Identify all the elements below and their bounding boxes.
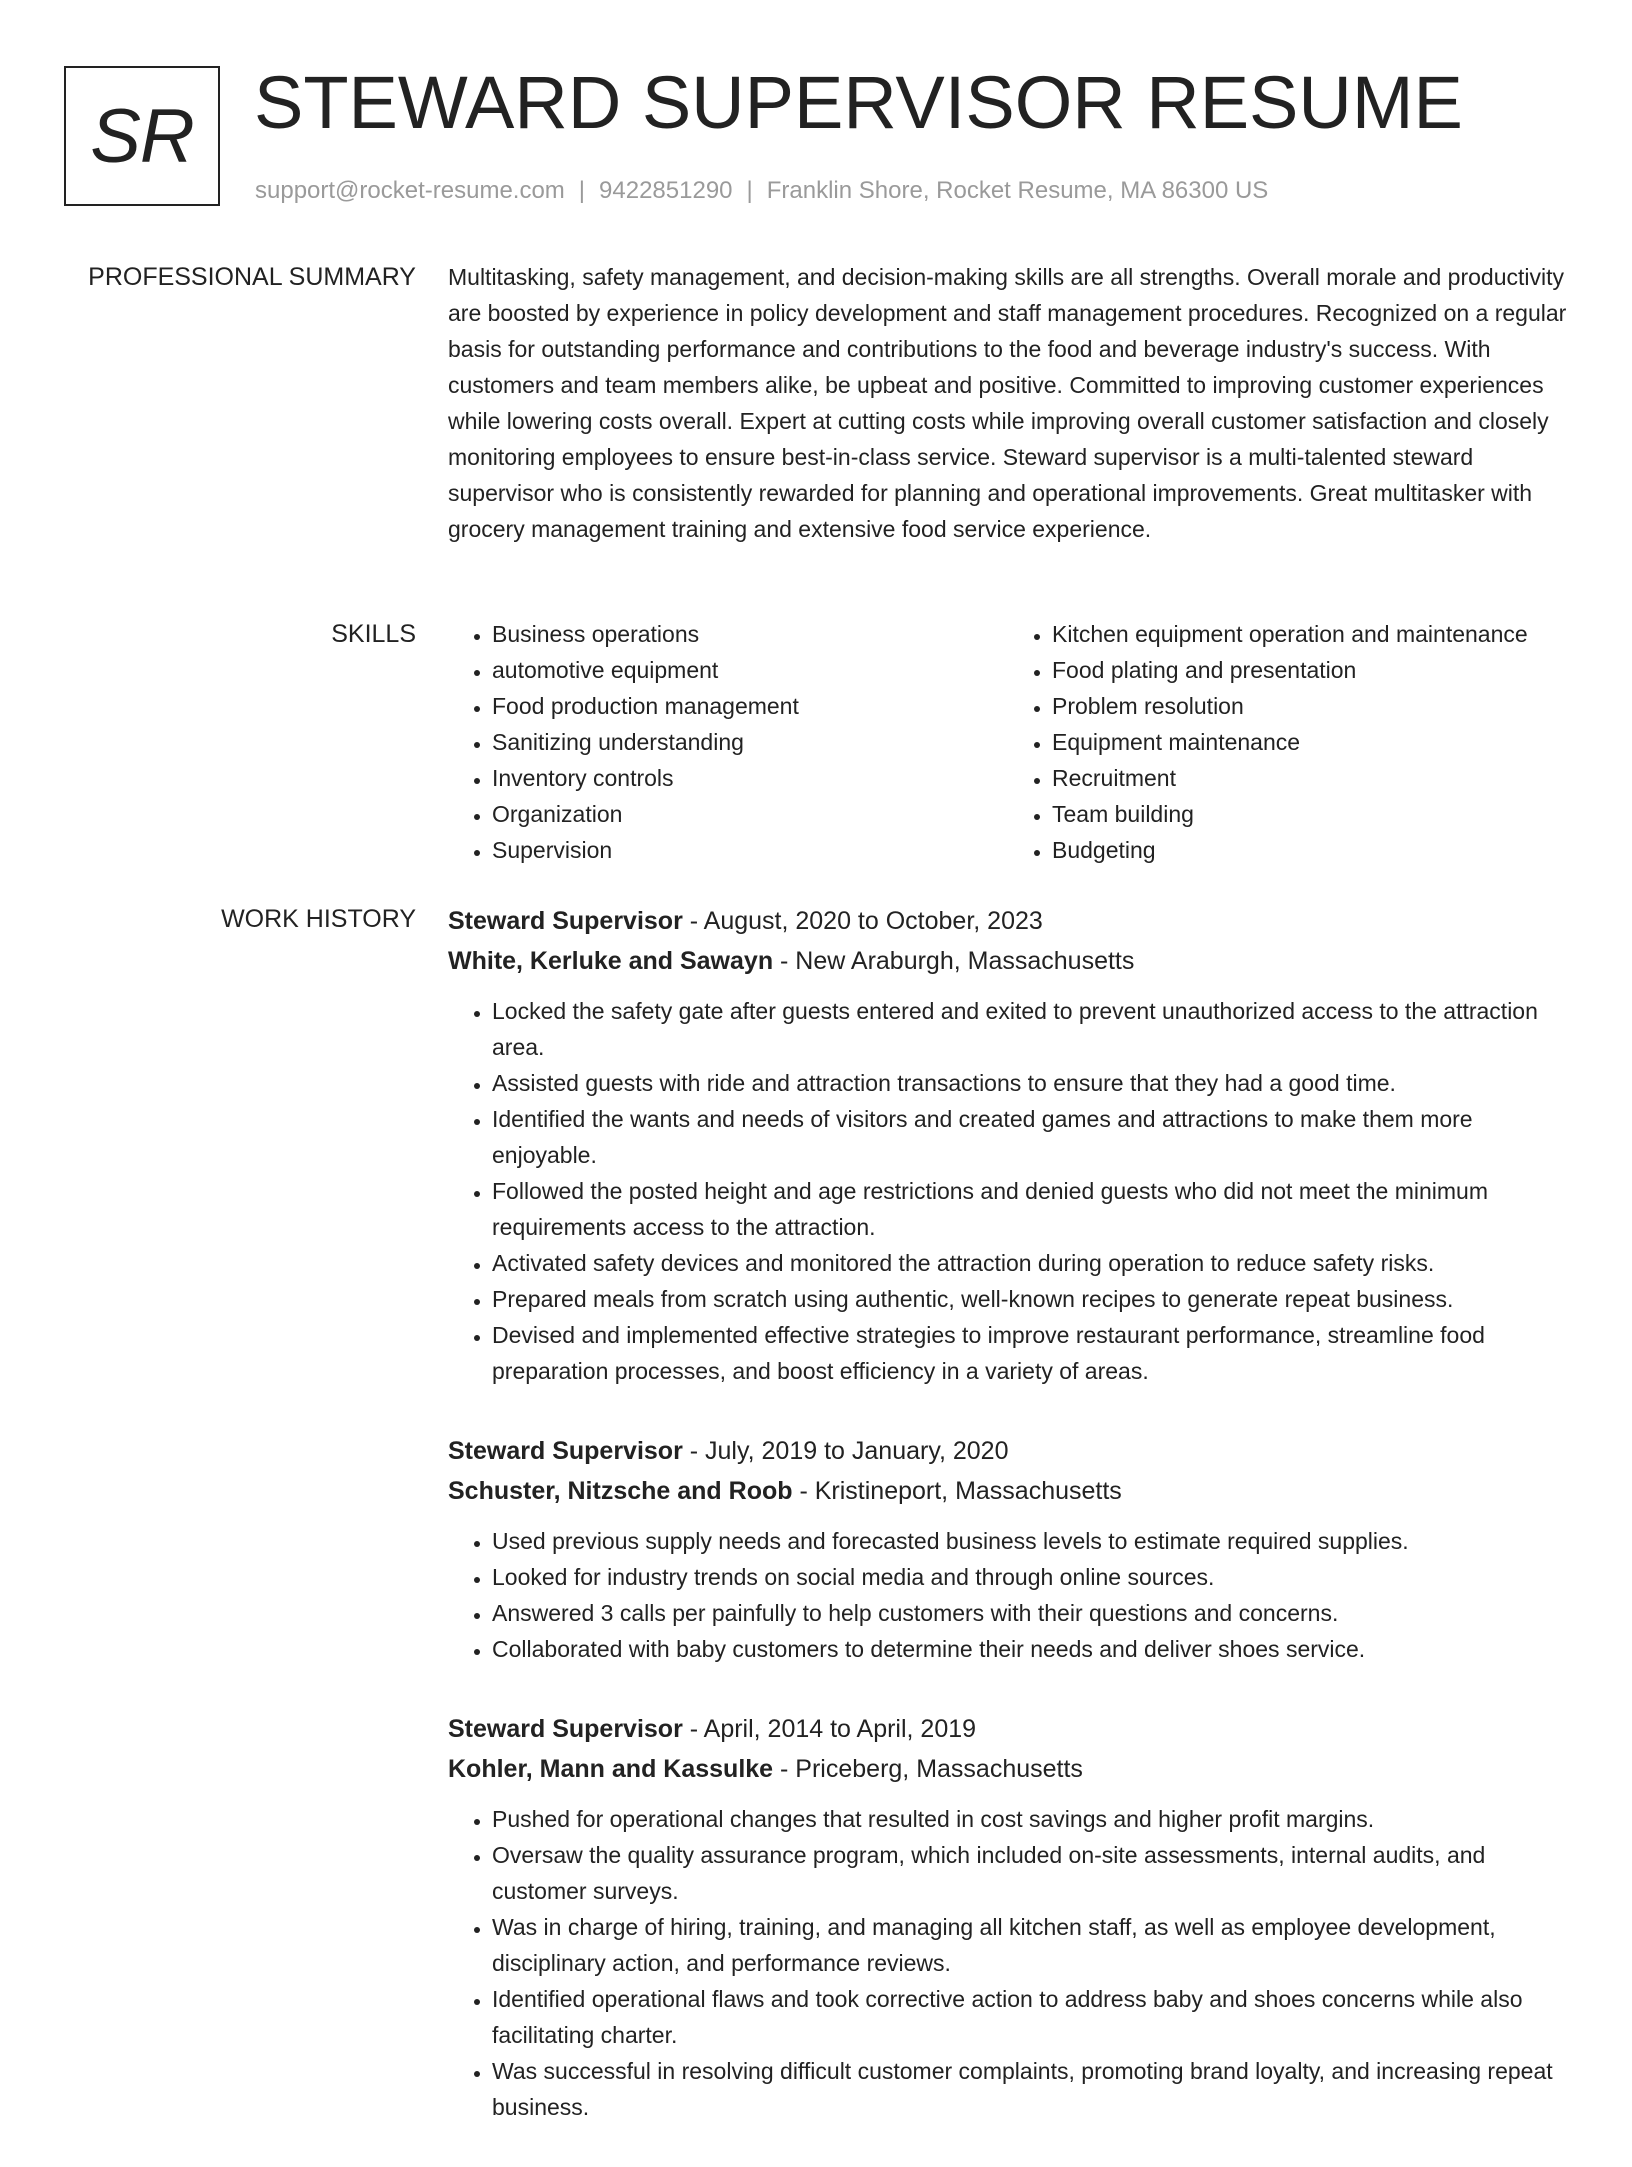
summary-text: Multitasking, safety management, and decision-making skills are all strengths. Overall morale and productivity are boosted by experience in policy development and staff management procedures. Recognized on a regular basis for outstanding performance and contributions to the food and beverage industry's success. With customers and team members alike, be upbeat and positive. Committed to improving customer experiences while lowering costs overall. Expert at cutting costs while improving overall customer satisfaction and closely monitoring employees to ensure best-in-class service. Steward supervisor is a multi-talented steward supervisor who is consistently rewarded for planning and operational improvements. Great multitasker with grocery management training and extensive food service experience. xyxy=(448,264,1567,542)
skill-item: • Inventory controls xyxy=(492,760,1008,796)
resume-title: STEWARD SUPERVISOR RESUME xyxy=(254,61,1463,144)
job-company-line xyxy=(448,1471,1568,1511)
contact-separator: | xyxy=(578,177,586,204)
skill-item: • Organization xyxy=(492,796,1008,832)
work-body xyxy=(448,901,1568,2167)
skill-item: • Equipment maintenance xyxy=(1052,724,1568,760)
skill-item: • Business operations xyxy=(492,616,1008,652)
skill-item: • Recruitment xyxy=(1052,760,1568,796)
job-bullet: • Used previous supply needs and forecasted business levels to estimate required supplies. xyxy=(492,1523,1568,1559)
job-bullet: • Identified the wants and needs of visitors and created games and attractions to make them more enjoyable. xyxy=(492,1101,1568,1173)
job-bullet: • Assisted guests with ride and attraction transactions to ensure that they had a good time. xyxy=(492,1065,1568,1101)
job-bullet: • Locked the safety gate after guests entered and exited to prevent unauthorized access to the attraction area. xyxy=(492,993,1568,1065)
contact-email: support@rocket-resume.com xyxy=(255,177,565,204)
job-dates: - April, 2014 to April, 2019 xyxy=(682,1715,977,1743)
job-bullet: • Identified operational flaws and took corrective action to address baby and shoes concerns while also facilitating charter. xyxy=(492,1981,1568,2053)
skills-grid xyxy=(448,616,1568,868)
job-title-line xyxy=(448,1431,1568,1471)
job-company-line xyxy=(448,941,1568,981)
job-bullet: • Answered 3 calls per painfully to help customers with their questions and concerns. xyxy=(492,1595,1568,1631)
skill-item: • Problem resolution xyxy=(1052,688,1568,724)
job-title: Steward Supervisor xyxy=(448,1437,683,1465)
job-company: Schuster, Nitzsche and Roob xyxy=(448,1477,793,1505)
job-dates: - August, 2020 to October, 2023 xyxy=(682,907,1043,935)
summary-body xyxy=(448,259,1568,547)
job-entry xyxy=(448,1431,1568,1667)
job-bullet-list xyxy=(448,1523,1568,1667)
skills-heading: SKILLS xyxy=(331,620,416,648)
job-entry xyxy=(448,901,1568,1389)
job-title: Steward Supervisor xyxy=(448,1715,683,1743)
skill-item: • Kitchen equipment operation and maintenance xyxy=(1052,616,1568,652)
skill-item: • Team building xyxy=(1052,796,1568,832)
job-bullet: • Oversaw the quality assurance program, which included on-site assessments, internal audits, and customer surveys. xyxy=(492,1837,1568,1909)
contact-separator: | xyxy=(746,177,753,204)
job-bullet: • Was successful in resolving difficult customer complaints, promoting brand loyalty, and increasing repeat business. xyxy=(492,2053,1568,2125)
job-bullet: • Collaborated with baby customers to determine their needs and deliver shoes service. xyxy=(492,1631,1568,1667)
monogram-box xyxy=(64,66,220,206)
job-location: - New Araburgh, Massachusetts xyxy=(773,947,1135,975)
job-entry xyxy=(448,1709,1568,2125)
job-company: White, Kerluke and Sawayn xyxy=(448,947,774,975)
job-company: Kohler, Mann and Kassulke xyxy=(448,1755,774,1783)
job-bullet: • Looked for industry trends on social media and through online sources. xyxy=(492,1559,1568,1595)
monogram-initials: SR xyxy=(90,93,194,179)
job-location: - Kristineport, Massachusetts xyxy=(792,1477,1122,1505)
skill-item: • Budgeting xyxy=(1052,832,1568,868)
skill-item: • Supervision xyxy=(492,832,1008,868)
summary-heading: PROFESSIONAL SUMMARY xyxy=(88,263,416,291)
job-title-line xyxy=(448,1709,1568,1749)
job-company-line xyxy=(448,1749,1568,1789)
job-bullet: • Activated safety devices and monitored the attraction during operation to reduce safety risks. xyxy=(492,1245,1568,1281)
job-dates: - July, 2019 to January, 2020 xyxy=(682,1437,1009,1465)
job-bullet: • Was in charge of hiring, training, and managing all kitchen staff, as well as employee development, disciplinary action, and performance reviews. xyxy=(492,1909,1568,1981)
skills-list-left xyxy=(448,616,1008,868)
job-bullet: • Pushed for operational changes that resulted in cost savings and higher profit margins. xyxy=(492,1801,1568,1837)
skill-item: • automotive equipment xyxy=(492,652,1008,688)
job-title-line xyxy=(448,901,1568,941)
job-bullet-list xyxy=(448,1801,1568,2125)
contact-line xyxy=(255,176,1268,206)
job-bullet: • Prepared meals from scratch using authentic, well-known recipes to generate repeat business. xyxy=(492,1281,1568,1317)
skills-list-right xyxy=(1008,616,1568,868)
skills-body xyxy=(448,616,1568,868)
work-heading: WORK HISTORY xyxy=(221,905,416,933)
skill-item: • Food plating and presentation xyxy=(1052,652,1568,688)
skill-item: • Food production management xyxy=(492,688,1008,724)
job-bullet-list xyxy=(448,993,1568,1389)
skill-item: • Sanitizing understanding xyxy=(492,724,1008,760)
job-bullet: • Followed the posted height and age restrictions and denied guests who did not meet the minimum requirements access to the attraction. xyxy=(492,1173,1568,1245)
contact-phone: 9422851290 xyxy=(599,177,733,204)
job-location: - Priceberg, Massachusetts xyxy=(773,1755,1083,1783)
job-title: Steward Supervisor xyxy=(448,907,683,935)
contact-address: Franklin Shore, Rocket Resume, MA 86300 US xyxy=(766,177,1269,204)
job-bullet: • Devised and implemented effective strategies to improve restaurant performance, streamline food preparation processes, and boost efficiency in a variety of areas. xyxy=(492,1317,1568,1389)
